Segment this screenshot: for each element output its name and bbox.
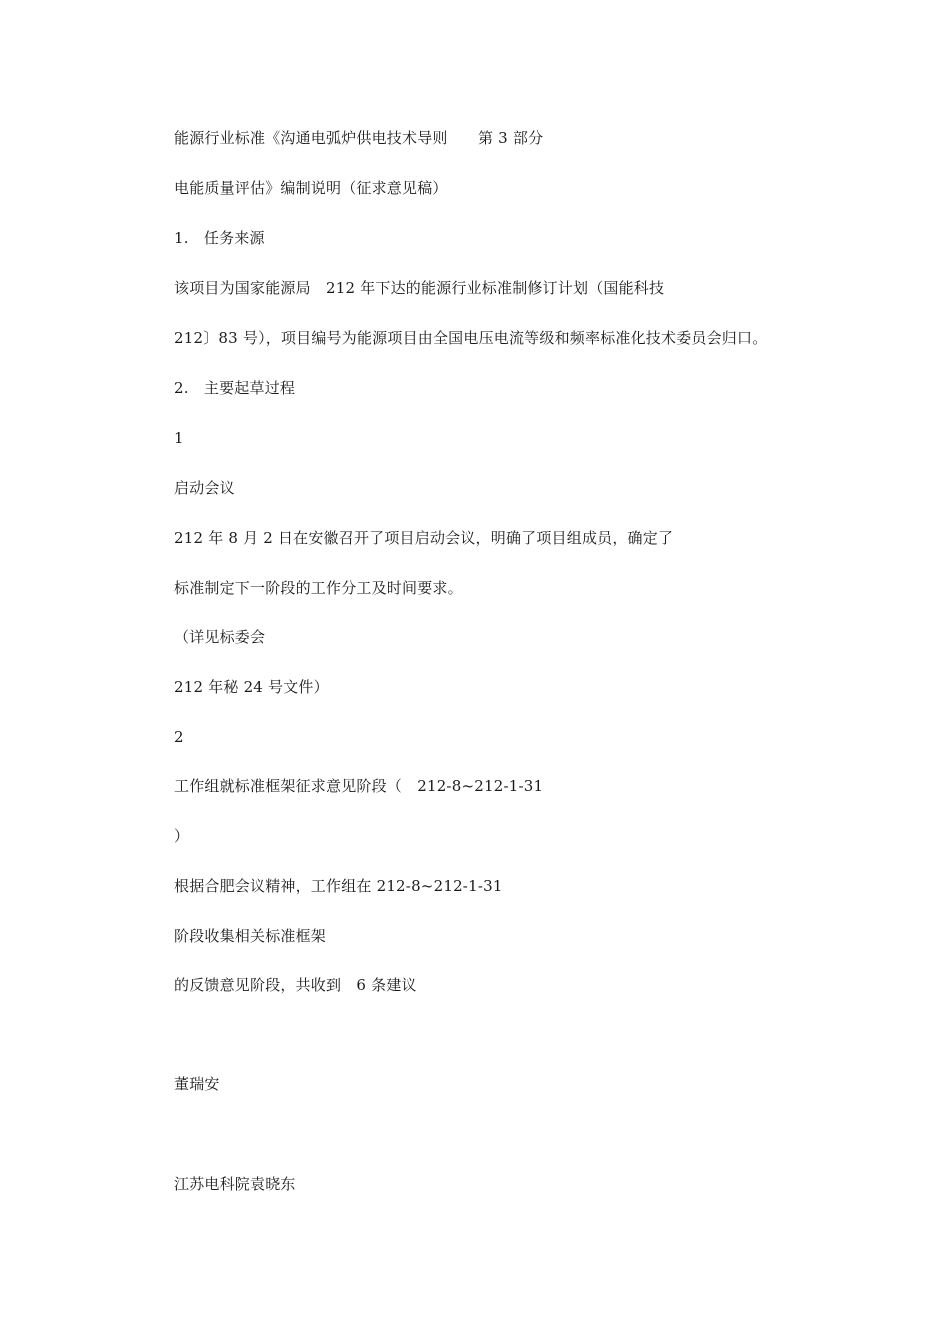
item-number: 1 bbox=[174, 429, 184, 447]
item-heading: 启动会议 bbox=[174, 479, 235, 497]
paragraph-line: 的反馈意见阶段，共收到 6 条建议 bbox=[174, 976, 417, 994]
paragraph-line: 212〕83 号），项目编号为能源项目由全国电压电流等级和频率标准化技术委员会归口。 bbox=[174, 329, 768, 347]
title-line-1: 能源行业标准《沟通电弧炉供电技术导则 第 3 部分 bbox=[174, 129, 544, 147]
paragraph-line: 212 年 8 月 2 日在安徽召开了项目启动会议，明确了项目组成员，确定了 bbox=[174, 529, 674, 547]
paragraph-line: ） bbox=[174, 827, 190, 845]
person-name: 董瑞安 bbox=[174, 1075, 220, 1093]
item-heading: 工作组就标准框架征求意见阶段（ 212-8~212-1-31 bbox=[174, 777, 544, 795]
paragraph-line: 该项目为国家能源局 212 年下达的能源行业标准制修订计划（国能科技 bbox=[174, 279, 665, 297]
paragraph-line: 阶段收集相关标准框架 bbox=[174, 927, 327, 945]
paragraph-line: 212 年秘 24 号文件） bbox=[174, 678, 329, 696]
person-name: 江苏电科院袁晓东 bbox=[174, 1175, 296, 1193]
paragraph-line: 标准制定下一阶段的工作分工及时间要求。 bbox=[174, 579, 463, 597]
title-line-2: 电能质量评估》编制说明（征求意见稿） bbox=[174, 179, 448, 197]
paragraph-line: （详见标委会 bbox=[174, 628, 266, 646]
section-heading-2: 2. 主要起草过程 bbox=[174, 379, 296, 397]
paragraph-line: 根据合肥会议精神，工作组在 212-8~212-1-31 bbox=[174, 877, 503, 895]
section-heading-1: 1. 任务来源 bbox=[174, 229, 265, 247]
item-number: 2 bbox=[174, 728, 184, 746]
